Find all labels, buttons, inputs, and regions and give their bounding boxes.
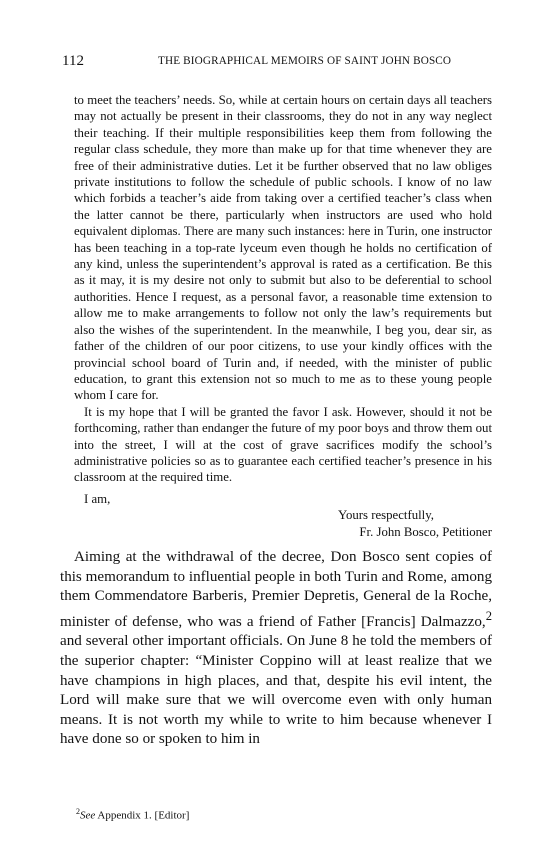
footnote-marker: 2: [76, 807, 80, 816]
letter-block: [74, 92, 492, 486]
footnote-reference: 2: [485, 608, 492, 623]
footnote: [76, 807, 189, 822]
body-paragraph: [60, 548, 492, 750]
page-header: [62, 53, 490, 73]
footnote-see: See: [80, 809, 96, 822]
page-number: 112: [62, 53, 84, 69]
letter-paragraph-1: to meet the teachers’ needs. So, while at certain hours on certain days all teachers may not actually be present in their classrooms, they do not in any way neglect their teaching. If their multiple responsibilities keep them from following the regular class schedule, they more than make up for that time whenever they are free of their administrative duties. Let it be further observed that no law obliges private institutions to follow the schedule of public schools. I know of no law which forbids a teacher’s aide from taking over a certified teacher’s class when the latter cannot be there, particularly when instructors are used who hold equivalent diplomas. There are many such instances: here in Turin, one instructor has been teaching in a top-rate lyceum even though he holds no certification of any kind, unless the superintendent’s approval is rated as a certification. Be this as it may, it is my desire not only to submit but also to be deferential to school authorities. Hence I request, as a personal favor, a reasonable time extension to allow me to make arrangements to follow not only the law’s requirements but also the wishes of the superintendent. In the meanwhile, I beg you, dear sir, as father of the children of our poor citizens, to use your kindly offices with the provincial school board of Turin and, if needed, with the minister of public education, to grant this extension not so much to me as to these young people whom I care for.: [74, 93, 492, 403]
signoff: Yours respectfully,: [338, 508, 434, 523]
signature: Fr. John Bosco, Petitioner: [359, 524, 492, 539]
body-text-part-2: and several other important officials. On June 8 he told the members of the superior chapter: “Minister Coppino will at least realize that we have champions in high places, and that, despite his evil intent, the Lord will make sure that we will overcome even with only human means. It is not worth my while to write to him because whenever I have done so or spoken to him in: [60, 633, 492, 748]
closing-phrase: I am,: [84, 492, 111, 506]
running-head: THE BIOGRAPHICAL MEMOIRS OF SAINT JOHN BOSCO: [158, 55, 452, 67]
letter-closing: [74, 491, 492, 540]
body-text: [60, 548, 492, 750]
footnote-text: Appendix 1. [Editor]: [95, 809, 190, 822]
letter-paragraph-2: It is my hope that I will be granted the favor I ask. However, should it not be forthcoming, rather than endanger the future of my poor boys and throw them out into the street, I will at the cost of grave sacrifices modify the school’s administrative policies so as to guarantee each certified teacher’s presence in his classroom at the required time.: [74, 404, 492, 485]
body-text-part-1: Aiming at the withdrawal of the decree, Don Bosco sent copies of this memorandum to influential people in both Turin and Rome, among them Commendatore Barberis, Premier Depretis, General de la Roche, minister of defense, who was a friend of Father [Francis] Dalmazzo,: [60, 549, 492, 630]
